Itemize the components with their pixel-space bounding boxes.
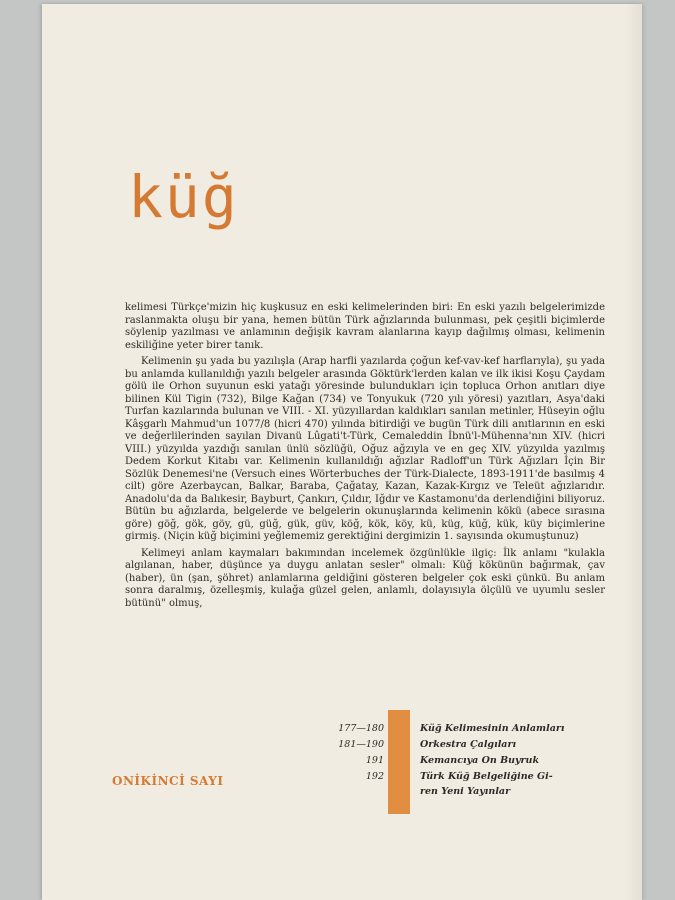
paragraph-sources: Kelimenin şu yada bu yazılışla (Arap harfli yazılarda çoğun kef-vav-kef harflarıyla), şu yada bu anlamda kullanıldığı yazılı belgeler arasında Göktürk'lerden kalan ve ilk ikisi Koşu Çaydam gölü ile Orhon suyunun eski yatağı yöresinde bulundukları için topluca Orhon anıtları diye bilinen Kül Tigin (732), Bilge Kağan (734) ve Tonyukuk (720 yılı yöresi) yazıtları, Asya'daki Turfan kazılarında bulunan ve VIII. - XI. yüzyıllardan kaldıkları sanılan metinler, Hüseyin oğlu Kâşgarlı Mahmud'un 1077/8 (hicri 470) yılında bitirdiği ve bugün Türk dili anıtlarının en eski ve değerlilerinden sayılan Divanü Lûgati't-Türk, Cemaleddin İbnü'l-Mühenna'nın XIV. (hicri VIII.) yüzyılda yazdığı sanılan ünlü sözlüğü, Oğuz ağzıyla ve en geç XIV. yüzyılda yazılmış Dedem Korkut Kitabı var. Kelimenin kullanıldığı ağızlar Radloff'un Türk Ağızları İçin Bir Sözlük Denemesi'ne (Versuch eines Wörterbuches der Türk-Dialecte, 1893-1911'de basılmış 4 cilt) göre Azerbaycan, Balkar, Baraba, Çağatay, Kazan, Kazak-Kırgız ve Teleüt ağızlarıdır. Anadolu'da da Balıkesir, Bayburt, Çankırı, Çıldır, Iğdır ve Kastamonu'da derlendiğini biliyoruz. Bütün bu ağızlarda, belgelerde ve belgelerin okunuşlarında kelimenin kökü (abece sırasına göre) göğ, gök, göy, gü, güğ, gük, güv, köğ, kök, köy, kü, küg, küğ, kük, küy biçimlerine girmiş. (Niçin küğ biçimini yeğlememiz gerektiğini dergimizin 1. sayısında okumuştunuz)	[125, 356, 605, 542]
paragraph-meaning: Kelimeyi anlam kaymaları bakımından incelemek özgünlükle ilgiç: İlk anlamı "kulakla algılanan, haber, düşünce ya duygu anlatan sesler" olmalı: Küğ kökünün bağırmak, çav (haber), ün (şan, şöhret) anlamlarına geldiğini gösteren belgeler çok eski çünkü. Bu anlam sonra daralmış, özelleşmiş, kulağa güzel gelen, anlamlı, dolayısıyla ölçülü ve uyumlu sesler bütünü" olmuş,	[125, 547, 605, 609]
toc-pages: 192	[365, 771, 384, 782]
toc-title: Orkestra Çalgıları	[420, 739, 517, 750]
toc-title: Küğ Kelimesinin Anlamları	[420, 723, 565, 734]
toc-title-continuation: ren Yeni Yayınlar	[420, 786, 511, 797]
page-title: küğ	[128, 163, 239, 231]
issue-label: ONİKİNCİ SAYI	[112, 774, 224, 788]
article-body	[125, 302, 605, 614]
toc-pages: 181—190	[338, 739, 384, 750]
toc-row	[312, 754, 612, 768]
toc-row	[312, 770, 612, 784]
toc-title: Türk Küğ Belgeliğine Gi-	[420, 771, 553, 782]
toc-title: Kemancıya On Buyruk	[420, 755, 540, 766]
toc-pages: 191	[365, 755, 384, 766]
toc-pages: 177—180	[338, 723, 384, 734]
booklet-page	[42, 4, 642, 900]
toc-row	[312, 722, 612, 736]
paragraph-intro: kelimesi Türkçe'mizin hiç kuşkusuz en eski kelimelerinden biri: En eski yazılı belgelerimizde raslanmakta oluşu bir yana, hemen bütün Türk ağızlarında bulunması, pek çeşitli biçimlerde söylenip yazılması ve anlamının değişik kavram alanlarına kayıp dağılmış olması, kelimenin eskiliğine yeter birer tanık.	[125, 302, 605, 351]
toc-row	[312, 738, 612, 752]
